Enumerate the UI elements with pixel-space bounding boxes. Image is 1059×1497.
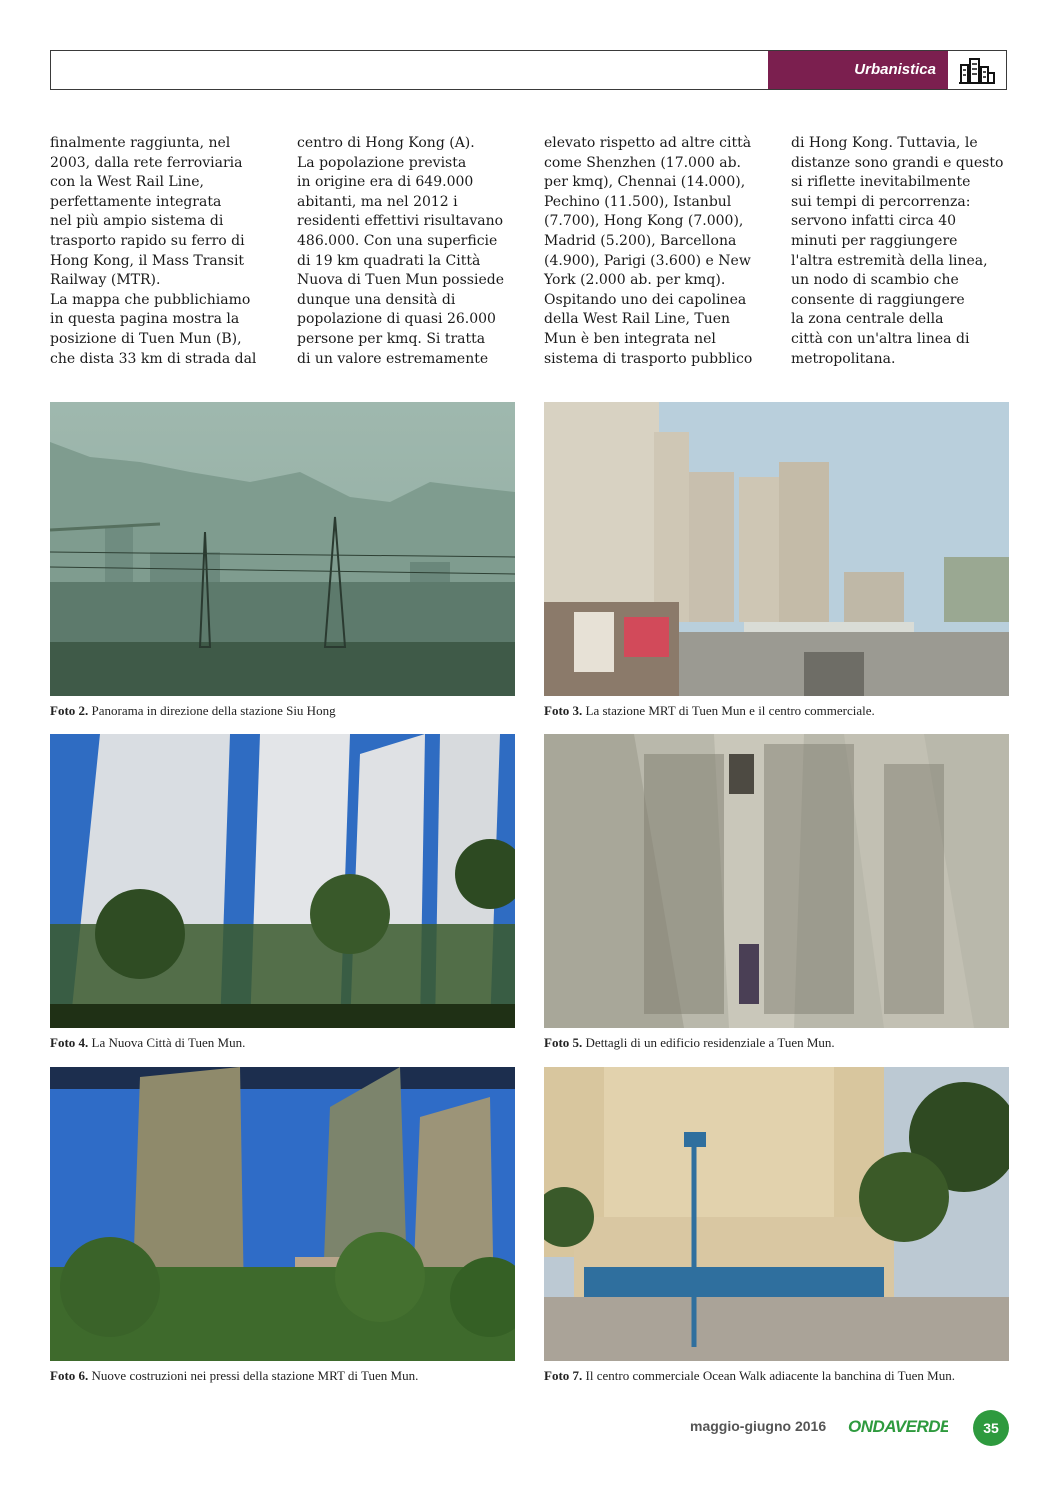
photo-7-label: Foto 7.: [544, 1368, 583, 1383]
photo-3-label: Foto 3.: [544, 703, 583, 718]
issue-date: maggio-giugno 2016: [690, 1418, 827, 1434]
page-number: 35: [973, 1410, 1009, 1446]
article-column-1: finalmente raggiunta, nel 2003, dalla rete ferroviaria con la West Rail Line, perfettamente integrata nel più ampio sistema di trasporto rapido su ferro di Hong Kong, il Mass Transit Railway (MTR). La mappa che pubblichiamo in questa pagina mostra la posizione di Tuen Mun (B), che dista 33 km di strada dal: [50, 135, 257, 367]
article-column-4: di Hong Kong. Tuttavia, le distanze sono grandi e questo si riflette inevitabilmente sui tempi di percorrenza: servono infatti circa 40 minuti per raggiungere l'altra estremità della linea, un nodo di scambio che consente di raggiungere la zona centrale della città con un'altra linea di metropolitana.: [791, 135, 1004, 367]
ondaverde-logo: [848, 1412, 948, 1438]
photo-5: [544, 734, 1009, 1028]
article-column-3: elevato rispetto ad altre città come Shenzhen (17.000 ab. per kmq), Chennai (14.000), Pechino (11.500), Istanbul (7.700), Hong Kong (7.000), Madrid (5.200), Barcellona (4.900), Parigi (3.600) e New York (2.000 ab. per kmq). Ospitando uno dei capolinea della West Rail Line, Tuen Mun è ben integrata nel sistema di trasporto pubblico: [544, 135, 753, 367]
photo-6-text: Nuove costruzioni nei pressi della stazione MRT di Tuen Mun.: [91, 1368, 419, 1383]
logo-text: ONDAVERDE: [848, 1417, 948, 1436]
photo-7: [544, 1067, 1009, 1361]
photo-3: [544, 402, 1009, 696]
photo-2-caption: [50, 703, 520, 719]
photo-2-text: Panorama in direzione della stazione Siu Hong: [91, 703, 336, 718]
photo-6: [50, 1067, 515, 1361]
photo-4-caption: [50, 1035, 520, 1051]
photo-4: [50, 734, 515, 1028]
photo-2: [50, 402, 515, 696]
photo-5-caption: [544, 1035, 1014, 1051]
article-body: [50, 134, 1010, 374]
photo-6-caption: [50, 1368, 520, 1384]
header-bar: [50, 50, 1007, 90]
buildings-icon: [948, 51, 1006, 89]
photo-2-label: Foto 2.: [50, 703, 89, 718]
photo-3-text: La stazione MRT di Tuen Mun e il centro commerciale.: [585, 703, 875, 718]
photo-7-text: Il centro commerciale Ocean Walk adiacente la banchina di Tuen Mun.: [585, 1368, 955, 1383]
photo-5-label: Foto 5.: [544, 1035, 583, 1050]
photo-4-text: La Nuova Città di Tuen Mun.: [91, 1035, 246, 1050]
photo-5-text: Dettagli di un edificio residenziale a Tuen Mun.: [585, 1035, 835, 1050]
photo-6-label: Foto 6.: [50, 1368, 89, 1383]
photo-4-label: Foto 4.: [50, 1035, 89, 1050]
photo-3-caption: [544, 703, 1014, 719]
photo-7-caption: [544, 1368, 1014, 1384]
section-label: Urbanistica: [768, 51, 948, 89]
article-column-2: centro di Hong Kong (A). La popolazione prevista in origine era di 649.000 abitanti, ma nel 2012 i residenti effettivi risultavano 486.000. Con una superficie di 19 km quadrati la Città Nuova di Tuen Mun possiede dunque una densità di popolazione di quasi 26.000 persone per kmq. Si tratta di un valore estremamente: [297, 135, 504, 367]
